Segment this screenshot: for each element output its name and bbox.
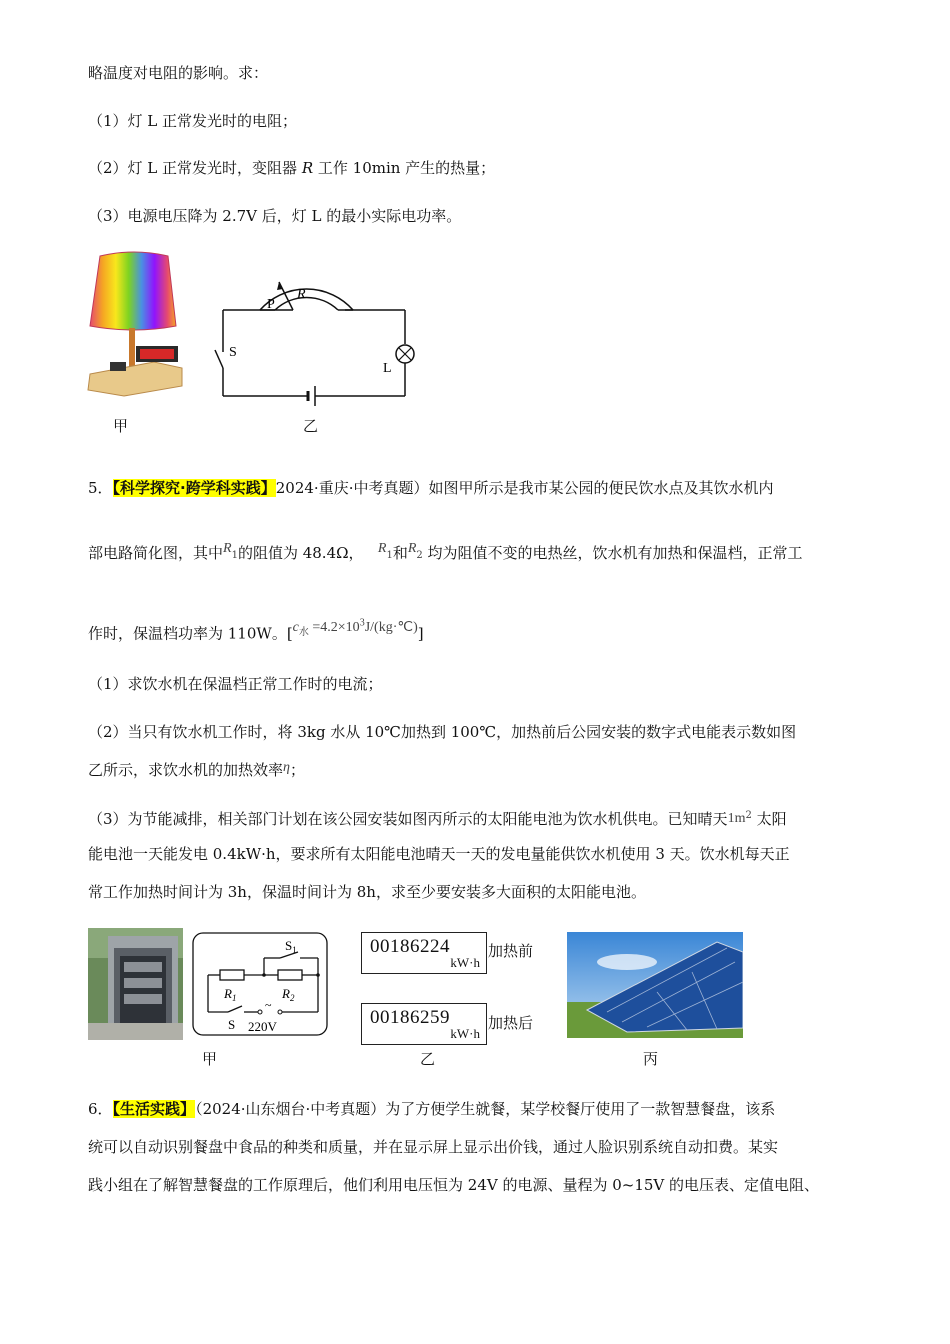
label-s1-sub: 1: [292, 945, 297, 955]
text: 的阻值为 48.4Ω，: [237, 544, 364, 562]
q6-line3: [88, 1174, 819, 1196]
q5-line3: [88, 612, 424, 645]
text: ；: [289, 761, 305, 779]
label-l: L: [383, 361, 392, 376]
lamp-photo: [84, 250, 184, 402]
q4-sub2: [88, 157, 495, 179]
q5-sub3-line1: [88, 805, 787, 830]
var-r1: R: [223, 541, 232, 556]
text: 工作 10min 产生的热量；: [313, 159, 496, 177]
label-r1-sub: 1: [231, 993, 237, 1003]
q5-line1: [88, 477, 773, 499]
text: 均为阻值不变的电热丝，饮水机有加热和保温档，正常工: [427, 544, 803, 562]
fig5-caption-jia: 甲: [202, 1050, 218, 1068]
text: 常工作加热时间计为 3h，保温时间计为 8h，求至少要安装多大面积的太阳能电池。: [88, 883, 646, 901]
q5-sub1: [88, 673, 383, 695]
fig4-caption-jia: 甲: [113, 417, 129, 435]
q6-line2: [88, 1136, 778, 1158]
label-before: 加热前: [488, 942, 534, 960]
text: （2024·山东烟台·中考真题）为了方便学生就餐，某学校餐厅使用了一款智慧餐盘，该系: [195, 1100, 776, 1118]
formula: =4.2×10: [312, 619, 360, 635]
label-s: S: [229, 345, 237, 360]
fig4-caption-yi: 乙: [303, 417, 319, 435]
var-r: R: [301, 159, 314, 177]
label-s1-text: S: [285, 938, 293, 953]
q5-sub2-line2: [88, 757, 305, 781]
text: 能电池一天能发电 0.4kW·h，要求所有太阳能电池晴天一天的发电量能供饮水机使用 3 天。饮水机每天正: [88, 845, 790, 863]
text: （3）电源电压降为 2.7V 后，灯 L 的最小实际电功率。: [88, 207, 462, 225]
var-r2-sub: 2: [416, 550, 423, 561]
fig5-caption-bing: 丙: [643, 1050, 659, 1068]
q5-sub3-line3: [88, 881, 646, 903]
var-area: 1m: [727, 811, 746, 826]
text: 2024·重庆·中考真题）如图甲所示是我市某公园的便民饮水点及其饮水机内: [275, 479, 774, 497]
q5-tag: 【科学探究·跨学科实践】: [112, 479, 276, 497]
label-r1-text: R: [224, 986, 232, 1001]
text: 略温度对电阻的影响。求：: [88, 64, 269, 82]
label-after: 加热后: [488, 1014, 534, 1032]
q6-line1: [88, 1098, 775, 1120]
meter-before: [361, 932, 487, 974]
meter-after: [361, 1003, 487, 1045]
meter-after-unit: kW·h: [450, 1026, 480, 1041]
q5-sub2-line1: [88, 721, 796, 743]
q4-sub1: [88, 110, 297, 132]
var-c-sub: 水: [298, 626, 309, 638]
var-r2: R: [407, 541, 417, 556]
var-r1-sub: 1: [231, 550, 238, 561]
water-dispenser-photo: [88, 928, 183, 1040]
q6-number: 6．: [88, 1100, 113, 1118]
meter-before-value: 00186224: [370, 936, 450, 957]
text: （1）灯 L 正常发光时的电阻；: [88, 112, 298, 130]
label-p: P: [267, 297, 275, 312]
var-area-exp: 2: [745, 810, 752, 821]
text: （1）求饮水机在保温档正常工作时的电流；: [88, 675, 383, 693]
fig5-caption-yi: 乙: [420, 1050, 436, 1068]
label-r: R: [297, 287, 306, 302]
q6-tag: 【生活实践】: [112, 1100, 196, 1118]
text: 作时，保温档功率为 110W。[: [88, 624, 293, 643]
var-eta: η: [283, 760, 290, 775]
q5-number: 5．: [88, 479, 113, 497]
label-r2-text: R: [282, 986, 290, 1001]
text: （2）灯 L 正常发光时，变阻器: [88, 159, 302, 177]
formula-exp: 3: [359, 617, 365, 628]
label-voltage: 220V: [248, 1019, 277, 1034]
label-r2-sub: 2: [289, 993, 295, 1003]
meter-after-value: 00186259: [370, 1007, 450, 1028]
var-c: c: [292, 619, 299, 635]
text: 统可以自动识别餐盘中食品的种类和质量，并在显示屏上显示出价钱，通过人脸识别系统自动扣费。某实: [88, 1138, 779, 1156]
circuit-diagram-4: [205, 262, 425, 412]
solar-panel-photo: [567, 932, 743, 1038]
meter-before-unit: kW·h: [450, 955, 480, 970]
q5-sub3-line2: [88, 843, 790, 865]
var-r1: R: [377, 541, 387, 556]
q4-sub3: [88, 205, 461, 227]
text: 太阳: [756, 810, 787, 828]
text: 乙所示，求饮水机的加热效率: [88, 761, 284, 779]
label-s: S: [228, 1017, 236, 1032]
text: （2）当只有饮水机工作时，将 3kg 水从 10℃加热到 100℃，加热前后公园安装的数字式电能表示数如图: [88, 723, 797, 741]
text: （3）为节能减排，相关部门计划在该公园安装如图丙所示的太阳能电池为饮水机供电。已知晴天: [88, 810, 728, 828]
circuit-diagram-5: [190, 930, 330, 1038]
text: 践小组在了解智慧餐盘的工作原理后，他们利用电压恒为 24V 的电源、量程为 0~15V 的电压表、定值电阻、: [88, 1176, 820, 1194]
label-ac: ~: [265, 998, 272, 1012]
formula-unit: J/(kg·℃): [364, 619, 418, 635]
var-r1-sub: 1: [386, 550, 393, 561]
text: 和: [392, 544, 408, 562]
text: 部电路简化图，其中: [88, 544, 224, 562]
q5-line2: [88, 538, 803, 567]
paragraph-text: [88, 62, 268, 84]
text: ]: [417, 624, 424, 643]
